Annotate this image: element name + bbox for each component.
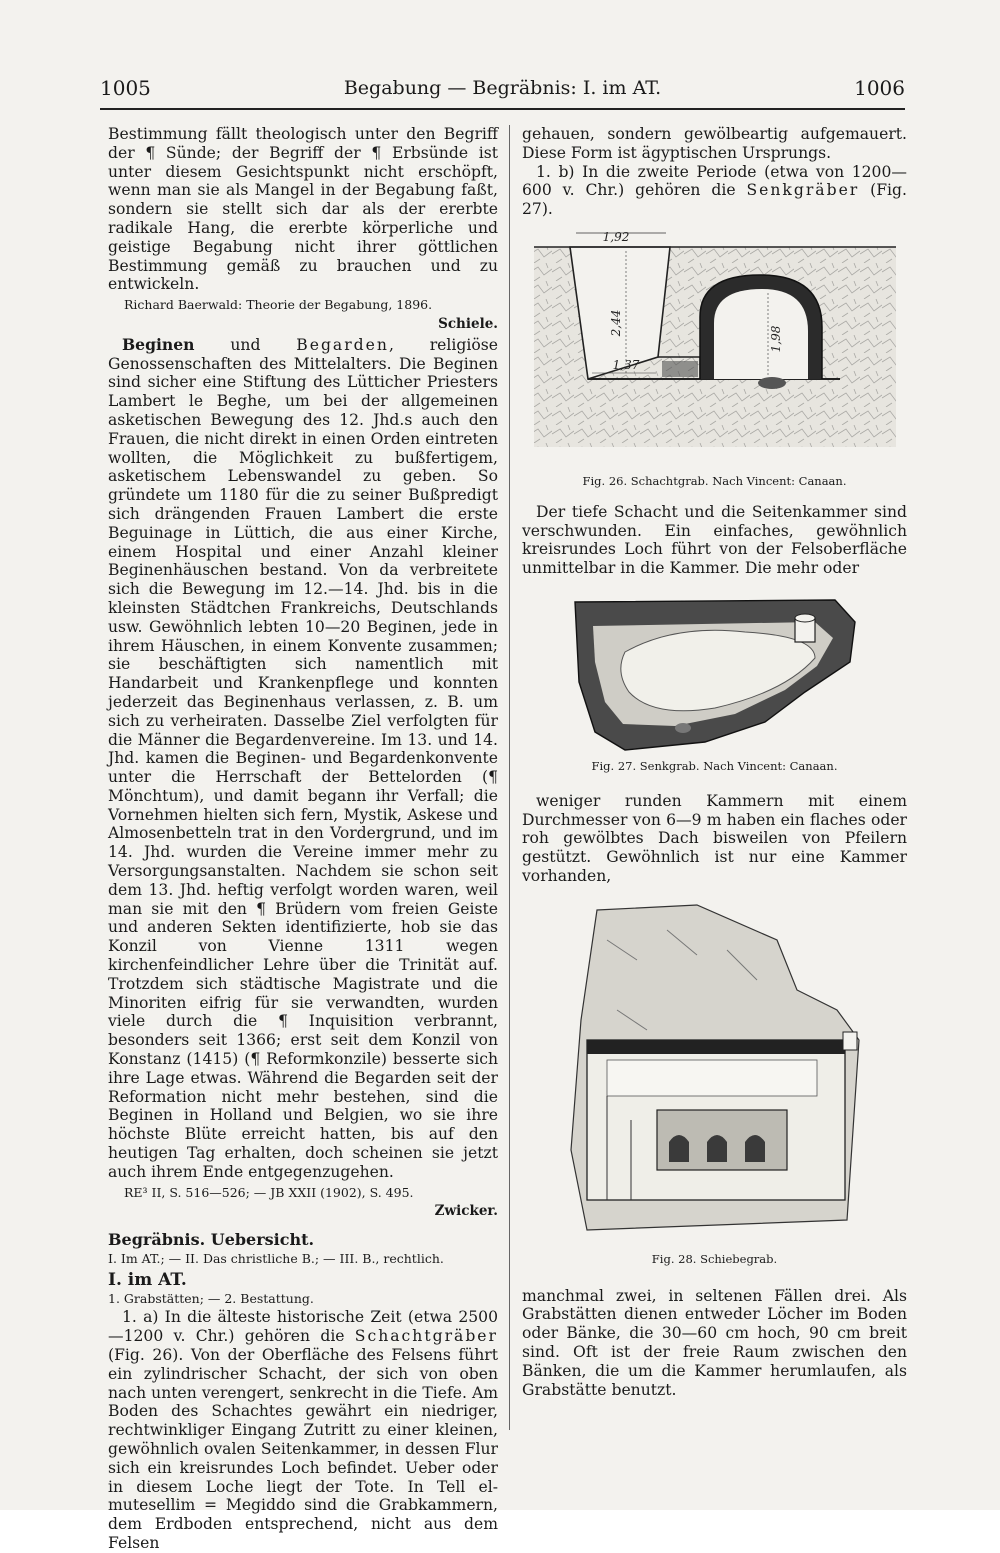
paragraph-text: 1. a) In die älteste historische Zeit (etwa 2500 —1200 v. Chr.) gehören die [108, 1308, 498, 1346]
paragraph-text: (Fig. 26). Von der Oberfläche des Felsens führt ein zylindrischer Schacht, der sich von oben nach unten verengert, senkrecht in die Tiefe. Am Boden des Schachtes gewährt ein niedriger, rechtwinkliger Eingang Zutritt zu einer kleinen, gewöhnlich ovalen Seitenkammer, in dessen Flur sich ein kreisrundes Loch befindet. Ueber oder in diesem Loche liegt der Tote. In Tell el-mutesellim = Megiddo sind die Grabkammern, dem Erdboden entsprechend, nicht aus dem Felsen [108, 1346, 498, 1552]
column-rule [509, 125, 510, 1430]
entry-beginen [108, 336, 498, 1182]
paragraph: Der tiefe Schacht und die Seitenkammer sind verschwunden. Ein einfaches, gewöhnlich kreisrundes Loch führt von der Felsoberfläche unmittelbar in die Kammer. Die mehr oder [522, 502, 907, 578]
dimension-depth: 2,44 [608, 309, 623, 337]
dimension-width: 1,92 [602, 229, 629, 244]
figure-27 [522, 592, 907, 776]
figure-caption: Fig. 27. Senkgrab. Nach Vincent: Canaan. [591, 758, 838, 773]
source-citation: RE³ II, S. 516—526; — JB XXII (1902), S. 495. [124, 1184, 414, 1200]
term-spaced: Senkgräber [746, 181, 860, 200]
entry-overview: I. Im AT.; — II. Das christliche B.; — III. B., rechtlich. [108, 1251, 444, 1267]
paragraph: manchmal zwei, in seltenen Fällen drei. Als Grabstätten dienen entweder Löcher im Boden oder Bänke, die 30—60 cm hoch, 90 cm breit sind. Oft ist der freie Raum zwischen den Bänken, die um die Kammer herumlaufen, als Grabstätte benutzt. [522, 1286, 907, 1399]
paragraph-text: (Fig. 27). [522, 181, 907, 219]
running-title: Begabung — Begräbnis: I. im AT. [343, 77, 662, 99]
sunk-grave-illustration [565, 592, 865, 757]
entry-connector: und [230, 335, 261, 354]
entry-text: , religiöse Genossenschaften des Mittelalters. Die Beginen sind sicher eine Stiftung des Lütticher Priesters Lambert le Beghe, um bei der allgemeinen asketischen Bewegung des 12. Jhd.s auch den Frauen, die nicht direkt in einen Orden eintreten wollten, die Möglichkeit zu bußfertigem, asketischem Lebenswandel zu geben. So gründete um 1180 für die zu seiner Bußpredigt sich drängenden Frauen Lambert die erste Beguinage in Lüttich, die aus einer Kirche, einem Hospital und einer Anzahl kleiner Beginenhäuschen bestand. Von da verbreitete sich die Bewegung im 12.—14. Jhd. bis in die kleinsten Städtchen Frankreichs, Deutschlands usw. Gewöhnlich lebten 10—20 Beginen, jede in ihrem Häuschen, in einem Konvente zusammen; sie beschäftigten sich namentlich mit Handarbeit und Krankenpflege und konnten jederzeit das Beginenhaus verlassen, z. B. um sich zu verheiraten. Dasselbe Ziel verfolgten für die Männer die Begardenvereine. Im 13. und 14. Jhd. kamen die Beginen- und Begardenkonvente unter die Herrschaft der Bettelorden (¶ Mönchtum), und damit begann ihr Verfall; die Vornehmen hielten sich fern, Mystik, Askese und Almosenbetteln trat in den Vordergrund, und im 14. Jhd. wurden die Vereine immer mehr zu Versorgungsanstalten. Nachdem sie schon seit dem 13. Jhd. heftig verfolgt worden waren, weil man sie mit den ¶ Brüdern vom freien Geiste und anderen Sekten identifizierte, hob sie das Konzil von Vienne 1311 wegen kirchenfeindlicher Lehre über die Trinität auf. Trotzdem sich städtische Magistrate und die Minoriten eifrig für sie verwandten, wurden viele durch die ¶ Inquisition verbrannt, besonders seit 1366; erst seit dem Konzil von Konstanz (1415) (¶ Reformkonzile) besserte sich ihre Lage etwas. Während die Begarden seit der Reformation nicht mehr bestehen, sind die Beginen in Holland und Belgien, wo sie ihre höchste Blüte erreicht hatten, bis auf den heutigen Tag erhalten, doch scheinen sie jetzt auch ihrem Ende entgegenzugehen. [108, 335, 498, 1181]
term-spaced: Schachtgräber [354, 1327, 498, 1346]
dimension-height: 1,98 [768, 325, 783, 353]
paragraph [522, 163, 907, 219]
entry-term-spaced: Begarden [296, 335, 389, 354]
paragraph [108, 1308, 498, 1552]
paragraph: weniger runden Kammern mit einem Durchmesser von 6—9 m haben ein flaches oder roh gewölbtes Dach bisweilen von Pfeilern gestützt. Gewöhnlich ist nur eine Kammer vorhanden, [522, 791, 907, 885]
column-left [108, 125, 498, 1553]
figure-26 [522, 227, 907, 491]
page-number-right: 1006 [854, 76, 905, 100]
figure-caption: Fig. 26. Schachtgrab. Nach Vincent: Canaan. [582, 473, 847, 488]
entry-heading: Begräbnis. Uebersicht. [108, 1230, 315, 1250]
entry-term: Beginen [122, 334, 195, 354]
source-citation: Richard Baerwald: Theorie der Begabung, 1896. [124, 297, 433, 313]
paragraph: Bestimmung fällt theologisch unter den Begriff der ¶ Sünde; der Begriff der ¶ Erbsünde ist unter diesem Gesichtspunkt nicht erschöpft, wenn man sie als Mangel in der Begabung faßt, sondern sie stellt sich dar als der ererbte radikale Hang, die ererbte körperliche und geistige Begabung nicht ihrer göttlichen Bestimmung gemäß zu brauchen und zu entwickeln. [108, 125, 498, 294]
shaft-grave-illustration [530, 227, 900, 472]
author-signature: Schiele. [438, 315, 498, 332]
page-number-left: 1005 [100, 76, 151, 100]
dimension-floor: 1,37 [612, 357, 639, 372]
paragraph-text: 1. b) In die zweite Periode (etwa von 1200—600 v. Chr.) gehören die [522, 162, 907, 200]
figure-28 [522, 900, 907, 1269]
header-rule [100, 108, 905, 110]
author-signature: Zwicker. [434, 1203, 498, 1220]
column-right [522, 125, 907, 1399]
sliding-grave-illustration [547, 900, 882, 1250]
figure-caption: Fig. 28. Schiebegrab. [651, 1251, 778, 1266]
paragraph: gehauen, sondern gewölbeartig aufgemauert. Diese Form ist ägyptischen Ursprungs. [522, 125, 907, 162]
running-header [100, 76, 905, 104]
section-title: I. im AT. [108, 1269, 187, 1290]
section-overview: 1. Grabstätten; — 2. Bestattung. [108, 1290, 314, 1306]
